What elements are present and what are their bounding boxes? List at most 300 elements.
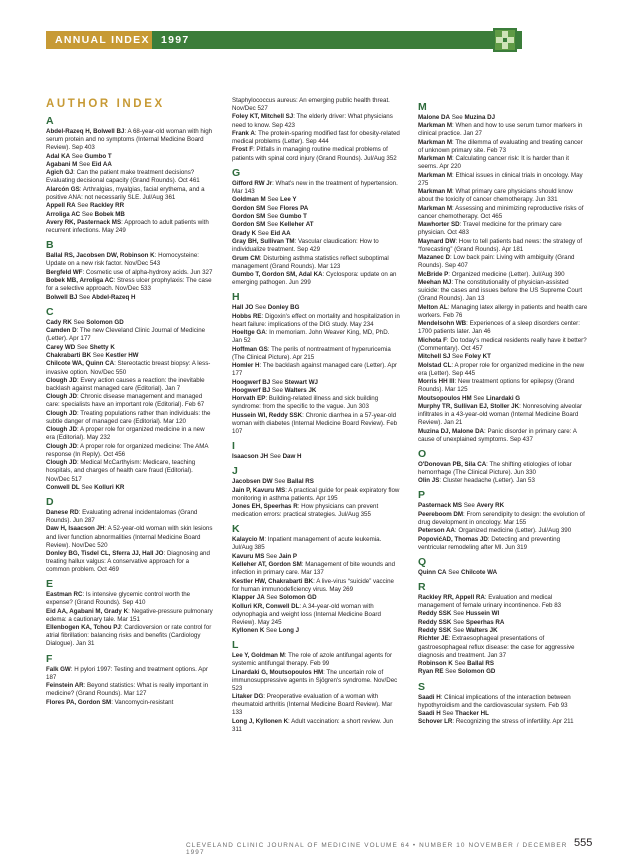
entry-text: : The backlash against managed care (Letter). Apr 177 <box>232 362 397 378</box>
entry-author: Kavuru MS <box>232 552 265 560</box>
entry-text: See <box>471 394 487 402</box>
entry-text: : Experiences of a sleep disorders center: 1700 patients later. Jan 46 <box>418 320 580 336</box>
index-entry <box>46 666 214 682</box>
entry-author: Murphy TR, Sullivan EJ, Stoller JK <box>418 402 520 410</box>
entry-author: Daw H, Isaacson JH <box>46 525 105 533</box>
index-letter-heading: O <box>418 447 427 460</box>
index-entry <box>418 502 588 510</box>
entry-author: O'Donovan PB, Sila CA <box>418 460 487 468</box>
entry-author: Klapper JA <box>232 594 265 602</box>
entry-author: Clough JD <box>46 442 77 450</box>
index-entry <box>418 461 588 477</box>
index-entry <box>46 319 214 327</box>
entry-text: See <box>270 378 285 386</box>
entry-text: : Pitfalls in managing routine medical problems of patients with spinal cord injury (Grand Rounds). Jul/Aug 352 <box>232 146 397 162</box>
entry-author: Gordon SM <box>232 221 266 229</box>
index-entry <box>232 221 400 229</box>
index-entry <box>418 527 588 535</box>
entry-author: Richter JE <box>418 635 449 643</box>
entry-author: Arroliga AC <box>46 210 81 218</box>
index-entry <box>46 410 214 426</box>
entry-author: Abdel-Razeq H, Bolwell BJ <box>46 128 125 135</box>
entry-text: : What primary care physicians should know about the toxicity of cancer chemotherapy. Jun 331 <box>418 188 573 204</box>
entry-cross-reference: Kolluri KR <box>94 483 125 491</box>
entry-author: Markman M <box>418 138 453 146</box>
entry-author: Jones EH, Speerhas R <box>232 503 298 511</box>
entry-text: : Can the patient make treatment decisions? Evaluating decisional capacity (Grand Rounds). Oct 461 <box>46 169 200 185</box>
entry-text: : Recognizing the stress of infertility. Apr 211 <box>452 718 574 726</box>
entry-author: Kestler HW, Chakrabarti BK <box>232 577 314 585</box>
entry-text: : Beyond statistics: What is really important in medicine? (Grand Rounds). Mar 127 <box>46 682 209 698</box>
index-entry <box>46 550 214 574</box>
index-letter-heading: D <box>46 495 54 508</box>
page-footer <box>186 837 593 856</box>
entry-text: : A 68-year-old woman with high serum protein and no symptoms (Internal Medicine Board Review). Sep 403 <box>46 128 213 152</box>
index-letter-heading: M <box>418 101 427 113</box>
entry-cross-reference: Kelleher AT <box>279 221 314 229</box>
entry-cross-reference: Shetty K <box>89 343 115 351</box>
entry-cross-reference: Chilcote WA <box>460 568 498 576</box>
entry-text: See <box>256 229 271 237</box>
entry-text: See <box>452 660 468 668</box>
index-entry <box>232 669 400 693</box>
entry-text: See <box>77 160 92 168</box>
index-entry <box>46 393 214 409</box>
index-letter-heading: G <box>232 166 241 179</box>
entry-cross-reference: Ballal RS <box>467 660 494 668</box>
index-letter-heading: R <box>418 580 426 593</box>
index-entry <box>232 395 400 411</box>
index-entry <box>46 459 214 483</box>
index-column-2 <box>232 97 400 734</box>
entry-cross-reference: Jain P <box>278 552 298 560</box>
entry-cross-reference: Rackley RR <box>90 202 125 210</box>
index-entry <box>46 377 214 393</box>
entry-text: : Ethical issues in clinical trials in oncology. May 275 <box>418 171 583 187</box>
entry-text: See <box>77 293 92 301</box>
entry-author: Morris HH III <box>418 378 455 386</box>
entry-text: : Diagnosing and treating hallux valgus: A conservative approach for a common problem. Oct 469 <box>46 550 210 574</box>
entry-author: Kelleher AT, Gordon SM <box>232 561 302 569</box>
entry-cross-reference: Eid AA <box>91 160 112 168</box>
index-entry <box>46 699 214 707</box>
entry-text: See <box>265 212 280 220</box>
entry-author: Rackley RR, Appell RA <box>418 593 485 601</box>
entry-text: : Chronic diarrhea in a 57-year-old woman with diabetes (Internal Medicine Board Review). Feb 107 <box>232 411 398 436</box>
entry-author: McBride P <box>418 270 449 278</box>
index-letter-heading: J <box>232 465 238 478</box>
entry-author: Markman M <box>418 122 453 130</box>
index-entry <box>418 279 588 303</box>
index-entry <box>418 668 588 676</box>
index-entry <box>232 113 400 129</box>
entry-text: : Nonresolving alveolar infiltrates in a 43-year-old woman (Internal Medicine Board Review). Jan 21 <box>418 402 583 427</box>
entry-text: : Stereotactic breast biopsy: A less-invasive option. Nov/Dec 550 <box>46 360 211 376</box>
entry-author: Markman M <box>418 155 453 163</box>
index-entry <box>46 219 214 235</box>
index-entry <box>46 252 214 268</box>
entry-text: : Adult vaccination: a short review. Jun 311 <box>232 717 393 733</box>
entry-author: Pasternack MS <box>418 502 463 510</box>
annual-index-banner <box>46 31 522 49</box>
entry-author: Peereboom DM <box>418 510 464 518</box>
entry-text: See <box>449 114 465 121</box>
index-entry <box>46 360 214 376</box>
index-entry <box>418 569 588 577</box>
index-entry <box>232 478 400 486</box>
entry-author: Clough JD <box>46 376 77 384</box>
entry-text: : Cosmetic use of alpha-hydroxy acids. Jun 327 <box>82 268 213 276</box>
entry-author: Ryan RE <box>418 668 444 676</box>
entry-text: See <box>80 210 95 218</box>
entry-text: : Treating populations rather than individuals: the subtle danger of managed care (Editorial). Mar 120 <box>46 409 211 425</box>
entry-text: : Building-related illness and sick building syndrome: from the specific to the vague. Jun 303 <box>232 395 379 411</box>
entry-author: Frank A <box>232 129 255 137</box>
entry-author: Kolluri KR, Conwell DL <box>232 602 300 610</box>
index-letter-heading: K <box>232 523 240 536</box>
index-entry <box>418 114 588 122</box>
entry-text: : Is intensive glycemic control worth the expense? (Grand Rounds). Sep 410 <box>46 591 191 607</box>
index-entry <box>418 536 588 552</box>
entry-author: Bergfeld WF <box>46 268 83 276</box>
entry-author: Alarcón GS <box>46 185 80 193</box>
entry-text: : Low back pain: Living with ambiguity (Grand Rounds). Sep 407 <box>418 254 575 270</box>
index-entry <box>418 188 588 204</box>
entry-cross-reference: Kestler HW <box>105 352 139 360</box>
index-entry <box>46 211 214 219</box>
entry-author: Danese RD <box>46 508 79 516</box>
index-letter-heading: A <box>46 115 54 127</box>
entry-text: See <box>450 353 465 361</box>
banner-year-text: 1997 <box>161 34 190 46</box>
index-entry <box>46 509 214 525</box>
entry-cross-reference: Walters JK <box>465 627 498 635</box>
entry-text: : Management of bite wounds and infection in primary care. Mar 137 <box>232 561 396 577</box>
entry-author: Eastman RC <box>46 591 83 599</box>
entry-author: Ellenbogen KA, Tchou PJ <box>46 624 121 632</box>
index-entry <box>46 484 214 492</box>
entry-author: Grum CM <box>232 254 260 262</box>
entry-author: Mazanec D <box>418 254 450 262</box>
entry-author: Schover LR <box>418 718 453 726</box>
entry-cross-reference: Donley BG <box>267 304 300 312</box>
entry-author: Horvath EP <box>232 395 266 403</box>
entry-text: See <box>75 202 91 210</box>
footer-journal-info: CLEVELAND CLINIC JOURNAL OF MEDICINE VOLUME 64 • NUMBER 10 NOVEMBER / DECEMBER 1997 <box>186 842 568 856</box>
index-entry <box>46 682 214 698</box>
entry-text: : Chronic disease management and managed care: specialists have an important role (Editorial). Feb 67 <box>46 393 205 409</box>
index-letter-heading: H <box>232 291 240 304</box>
index-entry <box>46 525 214 549</box>
entry-cross-reference: Solomon GD <box>457 668 496 676</box>
entry-text: : Cardioversion or rate control for atrial fibrillation: balancing risks and benefits (Cardiology Dialogue). Jan 31 <box>46 624 212 648</box>
banner-tag <box>46 31 152 49</box>
entry-text: : Approach to adult patients with recurrent infections. May 249 <box>46 219 209 235</box>
index-entry <box>46 202 214 210</box>
index-letter-heading: Q <box>418 555 427 568</box>
index-entry <box>232 379 400 387</box>
banner-tag-text: ANNUAL INDEX <box>55 34 150 46</box>
entry-text: See <box>446 568 461 576</box>
entry-author: Clough JD <box>46 409 77 417</box>
entry-author: Hoffman GS <box>232 345 268 353</box>
entry-text: : Organized medicine (Letter). Jul/Aug 390 <box>448 270 565 278</box>
entry-text: : The dilemma of evaluating and treating cancer of unknown primary site. Feb 73 <box>418 138 583 154</box>
entry-author: Isaacson JH <box>232 453 269 461</box>
entry-text: See <box>451 618 466 626</box>
entry-author: Gordon SM <box>232 204 266 212</box>
entry-text: : Clinical implications of the interaction between hypothyroidism and the cardiovascular system. Feb 93 <box>418 693 571 709</box>
index-entry <box>46 591 214 607</box>
entry-text: See <box>462 502 477 510</box>
entry-cross-reference: Flores PA <box>279 204 309 212</box>
index-entry <box>232 412 400 436</box>
entry-author: Kyllonen K <box>232 627 265 635</box>
index-entry <box>232 453 400 461</box>
entry-cross-reference: Ballal RS <box>287 478 314 486</box>
index-entry <box>232 362 400 378</box>
entry-text: : In memoriam. John Weaver King, MD, PhD. Jan 52 <box>232 329 390 345</box>
entry-author: Falk GW <box>46 665 71 673</box>
index-entry <box>418 362 588 378</box>
entry-author: Grady K <box>232 229 257 237</box>
entry-text: : Assessing and minimizing reproductive risks of cancer chemotherapy. Oct 465 <box>418 204 584 220</box>
entry-text: : How physicians can prevent medication errors: practical strategies. Jul/Aug 355 <box>232 503 379 519</box>
entry-text: Staphylococcus aureus: An emerging public health threat. Nov/Dec 527 <box>232 97 390 113</box>
section-title: AUTHOR INDEX <box>46 98 165 110</box>
index-entry <box>418 139 588 155</box>
index-entry <box>232 271 400 287</box>
entry-author: Robinson K <box>418 660 453 668</box>
index-entry <box>418 337 588 353</box>
entry-author: Agich GJ <box>46 169 74 177</box>
entry-author: Avery RK, Pasternack MS <box>46 219 122 227</box>
entry-text: : The shifting etiologies of lobar hemorrhage (The Clinical Picture). Jun 330 <box>418 460 572 476</box>
entry-author: Reddy SSK <box>418 610 452 618</box>
entry-text: : Detecting and preventing ventricular remodeling after MI. Jun 319 <box>418 535 561 551</box>
entry-text: See <box>270 386 285 394</box>
entry-text: : A live-virus “suicide” vaccine for human immunodeficiency virus. May 269 <box>232 577 394 593</box>
entry-text: : Medical McCarthyism: Medicare, teaching hospitals, and charges of health care fraud (Editorial). Nov/Dec 517 <box>46 459 196 483</box>
entry-text: See <box>451 610 466 618</box>
index-entry <box>232 180 400 196</box>
entry-text: : The elderly driver: What physicians need to know. Sep 423 <box>232 113 393 129</box>
index-entry <box>232 578 400 594</box>
index-entry <box>232 230 400 238</box>
entry-author: Gordon SM <box>232 212 266 220</box>
entry-text: See <box>265 204 280 212</box>
index-entry <box>232 536 400 552</box>
entry-text: See <box>440 710 456 718</box>
entry-author: Hussein WI, Reddy SSK <box>232 411 303 419</box>
entry-cross-reference: Daw H <box>282 453 302 461</box>
entry-author: Hall JO <box>232 304 254 312</box>
entry-author: Moutsopoulos HM <box>418 394 472 402</box>
index-entry <box>418 378 588 394</box>
index-entry <box>46 443 214 459</box>
index-entry <box>232 196 400 204</box>
entry-author: Markman M <box>418 204 453 212</box>
index-entry <box>418 694 588 710</box>
entry-author: Linardaki G, Moutsopoulos HM <box>232 668 324 676</box>
index-entry <box>418 238 588 254</box>
entry-text: : H pylori 1997: Testing and treatment options. Apr 187 <box>46 665 208 681</box>
index-entry <box>46 294 214 302</box>
entry-text: : A 52-year-old woman with skin lesions and liver function abnormalities (Internal Medicine Board Review). Nov/Dec 520 <box>46 525 213 549</box>
entry-cross-reference: Hussein WI <box>465 610 500 618</box>
entry-cross-reference: Solomon GD <box>279 594 317 602</box>
index-entry <box>418 320 588 336</box>
entry-author: Malone DA <box>418 114 450 121</box>
index-entry <box>46 186 214 202</box>
entry-text: See <box>264 594 280 602</box>
entry-author: Reddy SSK <box>418 618 452 626</box>
entry-author: Jain P, Kavuru MS <box>232 486 286 494</box>
index-letter-heading: F <box>46 652 53 665</box>
index-entry <box>232 718 400 734</box>
entry-cross-reference: Foley KT <box>464 353 491 361</box>
entry-author: Cady RK <box>46 318 72 326</box>
index-entry <box>418 594 588 610</box>
entry-text: : A 34-year-old woman with odynophagia and weight loss (Internal Medicine Board Review). May 245 <box>232 602 381 626</box>
index-entry <box>232 346 400 362</box>
index-entry <box>232 503 400 519</box>
index-entry <box>46 327 214 343</box>
index-entry <box>46 352 214 360</box>
entry-text: : The uncertain role of immunosuppressive agents in Sjögren's syndrome. Nov/Dec 523 <box>232 668 398 692</box>
entry-author: Long J, Kyllonen K <box>232 717 289 725</box>
entry-author: Mitchell SJ <box>418 353 451 361</box>
index-entry <box>418 271 588 279</box>
entry-text: : Digoxin's effect on mortality and hospitalization in heart failure: implications of the DIG study. May 234 <box>232 312 400 328</box>
entry-cross-reference: Gumbo T <box>84 152 112 160</box>
index-entry <box>46 161 214 169</box>
journal-cross-logo <box>493 28 517 52</box>
index-entry <box>232 594 400 602</box>
index-entry <box>232 213 400 221</box>
entry-cross-reference: Eid AA <box>270 229 291 237</box>
entry-text: See <box>268 453 283 461</box>
entry-text: : The perils of nontreatment of hyperuricemia (The Clinical Picture). Apr 215 <box>232 345 391 361</box>
entry-text: See <box>451 627 466 635</box>
index-entry <box>232 97 400 113</box>
entry-text: See <box>71 318 87 326</box>
entry-cross-reference: Linardaki G <box>486 394 521 402</box>
entry-text: : Panic disorder in primary care: A cause of unexplained symptoms. Sep 437 <box>418 427 577 443</box>
entry-text: : Stress ulcer prophylaxis: The case for a selective approach. Nov/Dec 533 <box>46 277 212 293</box>
index-entry <box>232 255 400 271</box>
entry-author: Clough JD <box>46 426 77 434</box>
entry-text: : Vancomycin-resistant <box>111 698 174 706</box>
entry-text: : Calculating cancer risk: It is harder than it seems. Apr 220 <box>418 155 569 171</box>
entry-text: : Organized medicine (Letter). Jul/Aug 390 <box>454 527 572 535</box>
entry-author: Peterson AA <box>418 527 455 535</box>
entry-author: PopovićAD, Thomas JD <box>418 535 488 543</box>
index-entry <box>46 169 214 185</box>
index-entry <box>418 221 588 237</box>
index-entry <box>232 130 400 146</box>
index-entry <box>418 477 588 485</box>
entry-text: : The role of azole antifungal agents for systemic antifungal therapy. Feb 99 <box>232 652 393 668</box>
entry-author: Homler H <box>232 362 260 370</box>
entry-text: See <box>70 152 85 160</box>
index-entry <box>232 627 400 635</box>
index-entry <box>46 624 214 648</box>
entry-cross-reference: Walters JK <box>284 386 317 394</box>
entry-author: Melton AL <box>418 303 448 311</box>
entry-author: Litaker DG <box>232 693 264 701</box>
entry-text: : Do today's medical residents really have it better? (Commentary). Oct 457 <box>418 336 587 352</box>
index-entry <box>418 403 588 427</box>
index-entry <box>418 428 588 444</box>
entry-author: Chilcote WA, Quinn CA <box>46 360 115 368</box>
entry-text: : Homocysteine: Update on a new risk factor. Nov/Dec 543 <box>46 252 200 268</box>
entry-text: See <box>265 196 281 204</box>
entry-author: Muzina DJ, Malone DA <box>418 427 485 435</box>
entry-author: Ballal RS, Jacobsen DW, Robinson K <box>46 252 155 260</box>
entry-text: : Extraesophageal presentations of gastroesophageal reflux disease: the case for aggressive diagnosis and treatment. Jan 37 <box>418 635 575 659</box>
index-entry <box>232 553 400 561</box>
entry-author: Flores PA, Gordon SM <box>46 698 112 706</box>
entry-text: See <box>91 352 106 360</box>
entry-author: Markman M <box>418 188 453 196</box>
index-entry <box>418 619 588 627</box>
index-entry <box>232 561 400 577</box>
index-entry <box>232 238 400 254</box>
entry-text: : The new Cleveland Clinic Journal of Medicine (Letter). Apr 177 <box>46 327 206 343</box>
index-entry <box>418 172 588 188</box>
entry-author: Molstad CL <box>418 361 452 369</box>
entry-author: Chakrabarti BK <box>46 352 92 360</box>
page-number: 555 <box>574 837 593 849</box>
index-entry <box>46 426 214 442</box>
entry-text: : Cluster headache (Letter). Jan 53 <box>439 477 535 485</box>
entry-author: Gifford RW Jr <box>232 179 273 187</box>
index-column-3 <box>418 97 588 727</box>
index-entry <box>232 603 400 627</box>
entry-author: Bolwell BJ <box>46 293 78 301</box>
entry-text: : Evaluation and medical management of female urinary incontinence. Feb 83 <box>418 593 562 609</box>
entry-text: : A proper role for organized medicine in a new era (Editorial). May 232 <box>46 426 205 442</box>
entry-author: Gumbo T, Gordon SM, Adal KA <box>232 271 323 279</box>
index-entry <box>418 304 588 320</box>
entry-text: : When and how to use serum tumor markers in clinical practice. Jan 27 <box>418 122 583 138</box>
entry-author: Gray BH, Sullivan TM <box>232 238 295 246</box>
index-entry <box>46 608 214 624</box>
entry-text: : Arthralgias, myalgias, facial erythema, and a positive ANA: not necessarily SLE. Jul/Aug 361 <box>46 185 205 201</box>
index-entry <box>418 660 588 668</box>
entry-author: Quinn CA <box>418 568 447 576</box>
entry-text: : A practical guide for peak expiratory flow monitoring in asthma patients. Apr 195 <box>232 486 400 502</box>
entry-text: : Inpatient management of acute leukemia. Jul/Aug 385 <box>232 536 382 552</box>
index-entry <box>46 153 214 161</box>
entry-author: Clough JD <box>46 459 77 467</box>
entry-author: Hoeltge GA <box>232 329 266 337</box>
entry-text: See <box>264 627 279 635</box>
index-entry <box>418 635 588 659</box>
entry-text: See <box>79 483 95 491</box>
entry-author: Carey WD <box>46 343 76 351</box>
index-entry <box>46 269 214 277</box>
entry-author: Goldman M <box>232 196 266 204</box>
index-letter-heading: I <box>232 440 235 453</box>
entry-author: Michota F <box>418 336 447 344</box>
index-entry <box>418 254 588 270</box>
index-letter-heading: P <box>418 489 426 502</box>
entry-text: See <box>75 343 90 351</box>
entry-cross-reference: Solomon GD <box>86 318 124 326</box>
entry-cross-reference: Muzina DJ <box>464 114 496 121</box>
